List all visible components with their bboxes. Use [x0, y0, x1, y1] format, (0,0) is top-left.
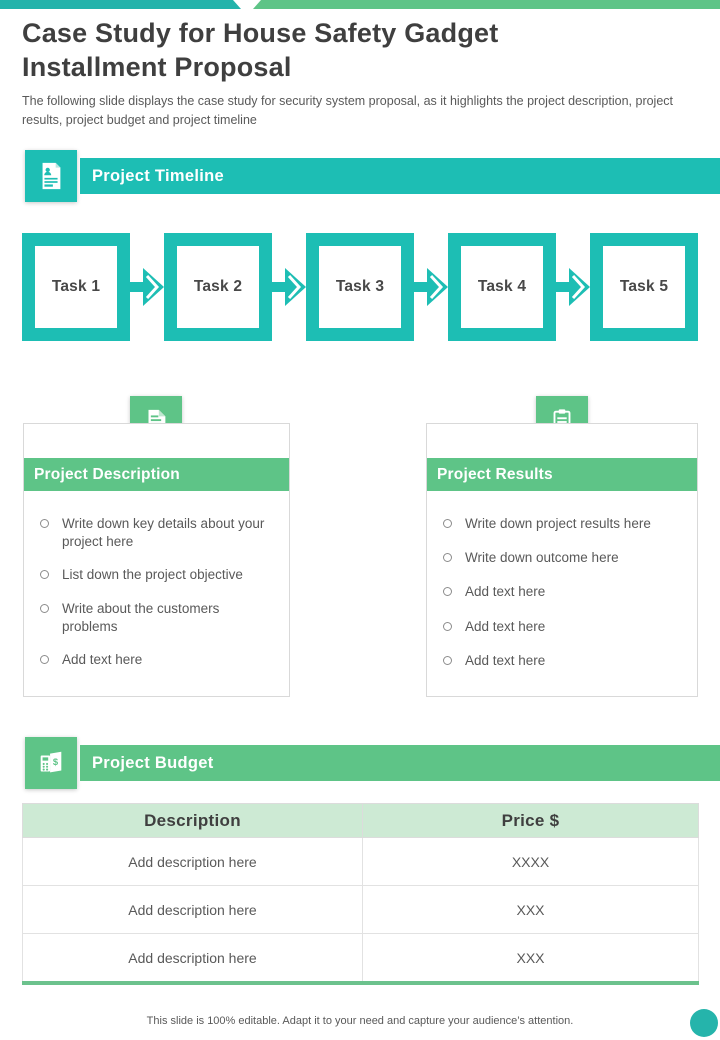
bullet-circle-icon — [40, 519, 49, 528]
page-title — [22, 16, 622, 84]
top-strip-teal — [0, 0, 241, 9]
bullet-circle-icon — [443, 519, 452, 528]
bullet-circle-icon — [443, 553, 452, 562]
table-cell-description: Add description here — [23, 934, 363, 984]
table-cell-description: Add description here — [23, 886, 363, 934]
top-strip-green — [253, 0, 720, 9]
list-item — [439, 549, 685, 567]
arrow-right-icon — [272, 265, 306, 309]
budget-section-header — [0, 737, 720, 789]
page-title-line2: Installment Proposal — [22, 52, 292, 83]
bullet-circle-icon — [443, 656, 452, 665]
budget-heading-bar — [80, 745, 720, 781]
bullet-circle-icon — [40, 570, 49, 579]
task-label: Task 5 — [619, 278, 669, 295]
task-box-1 — [22, 233, 130, 341]
list-item-text: List down the project objective — [62, 567, 243, 583]
budget-table — [22, 803, 699, 985]
svg-text:$: $ — [52, 756, 59, 767]
column-header-description: Description — [23, 804, 363, 838]
corner-dot-decoration — [690, 1009, 718, 1037]
list-item — [36, 566, 277, 584]
bullet-circle-icon — [40, 655, 49, 664]
task-box-5 — [590, 233, 698, 341]
list-item — [439, 652, 685, 670]
timeline-heading: Project Timeline — [92, 166, 224, 185]
table-header-row — [23, 804, 699, 838]
list-item — [36, 600, 277, 636]
list-item-text: Write about the customers problems — [62, 600, 220, 634]
list-item — [439, 583, 685, 601]
task-label: Task 4 — [477, 278, 527, 295]
timeline-heading-bar — [80, 158, 720, 194]
list-item — [439, 618, 685, 636]
list-item — [36, 651, 277, 669]
bullet-circle-icon — [443, 587, 452, 596]
table-row — [23, 934, 699, 984]
list-item-text: Add text here — [62, 652, 143, 668]
report-document-icon-glyph — [36, 161, 66, 191]
description-heading: Project Description — [34, 465, 180, 483]
timeline-tasks — [22, 233, 698, 341]
table-cell-price: XXXX — [363, 838, 699, 886]
budget-heading: Project Budget — [92, 753, 214, 772]
results-heading-bar — [427, 458, 697, 491]
bullet-circle-icon — [40, 604, 49, 613]
table-cell-price: XXX — [363, 934, 699, 984]
project-description-card — [23, 423, 290, 697]
page-title-line1: Case Study for House Safety Gadget — [22, 18, 499, 48]
results-heading: Project Results — [437, 465, 553, 483]
task-box-3 — [306, 233, 414, 341]
description-heading-bar — [24, 458, 289, 491]
list-item — [36, 515, 277, 551]
table-row — [23, 886, 699, 934]
list-item-text: Write down key details about your project here — [62, 516, 265, 550]
results-bullet-list — [427, 491, 697, 670]
list-item-text: Add text here — [465, 652, 546, 668]
list-item-text: Write down outcome here — [465, 550, 619, 566]
task-label: Task 2 — [193, 278, 243, 295]
task-box-4 — [448, 233, 556, 341]
list-item-text: Write down project results here — [465, 516, 651, 531]
list-item-text: Add text here — [465, 584, 546, 600]
arrow-right-icon — [130, 265, 164, 309]
table-cell-description: Add description here — [23, 838, 363, 886]
page-subtitle: The following slide displays the case study for security system proposal, as it highlights the project description, project results, project budget and project timeline — [22, 94, 674, 127]
list-item — [439, 515, 685, 533]
budget-calculator-icon-glyph — [36, 748, 66, 778]
task-label: Task 3 — [335, 278, 385, 295]
timeline-section-header — [0, 150, 720, 202]
footer-note: This slide is 100% editable. Adapt it to your need and capture your audience’s attention. — [146, 1015, 574, 1027]
column-header-price: Price $ — [363, 804, 699, 838]
budget-calculator-icon — [25, 737, 77, 789]
arrow-right-icon — [556, 265, 590, 309]
arrow-right-icon — [414, 265, 448, 309]
table-row — [23, 838, 699, 886]
task-label: Task 1 — [51, 278, 101, 295]
bullet-circle-icon — [443, 622, 452, 631]
table-cell-price: XXX — [363, 886, 699, 934]
description-bullet-list — [24, 491, 289, 669]
project-results-card — [426, 423, 698, 697]
list-item-text: Add text here — [465, 618, 546, 634]
report-document-icon — [25, 150, 77, 202]
task-box-2 — [164, 233, 272, 341]
